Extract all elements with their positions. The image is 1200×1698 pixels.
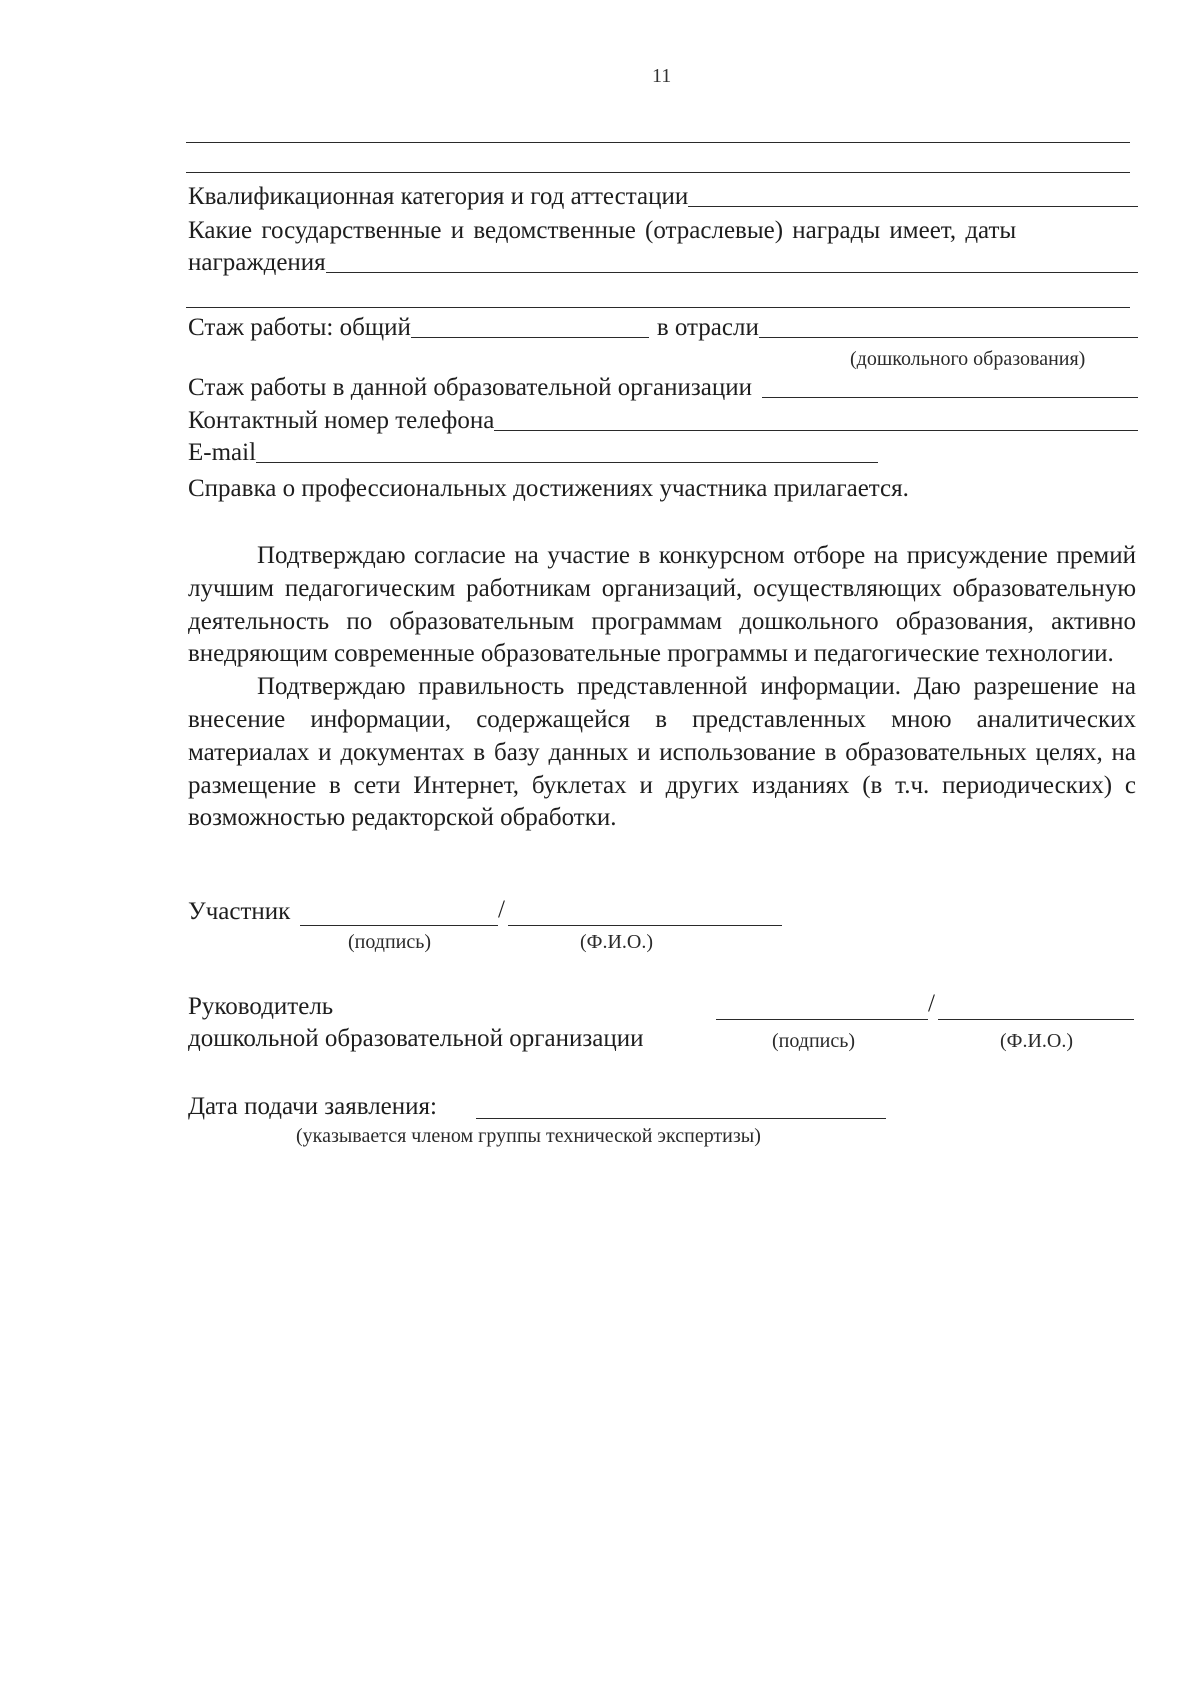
consent-text: [188, 540, 1136, 835]
head-signature-caption: (подпись): [772, 1030, 856, 1052]
email-label: E-mail: [188, 439, 257, 466]
experience-row: [188, 313, 1138, 343]
consent-paragraph-1: Подтверждаю согласие на участие в конкурсном отборе на присуждение премий лучшим педагогическим работникам организаций, осуществляющих образовательную деятельность по образовательным программам дошкольного образования, активно внедряющим современные образовательные программы и педагогические технологии.: [188, 542, 1136, 668]
experience-industry-note: (дошкольного образования): [850, 348, 1086, 370]
phone-field[interactable]: [494, 430, 1138, 431]
awards-field[interactable]: [326, 272, 1138, 273]
email-field[interactable]: [256, 462, 878, 463]
experience-org-row: [188, 373, 1138, 403]
experience-total-label: Стаж работы: общий: [188, 314, 411, 341]
experience-industry-label: в отрасли: [656, 314, 759, 341]
blank-line-2[interactable]: [186, 172, 1130, 173]
phone-row: [188, 406, 1138, 436]
submission-date-label: Дата подачи заявления:: [188, 1093, 437, 1120]
awards-field-2[interactable]: [186, 307, 1130, 308]
email-row: [188, 438, 878, 468]
blank-line-1[interactable]: [186, 142, 1130, 143]
participant-fio-caption: (Ф.И.О.): [580, 931, 654, 953]
participant-signature-caption: (подпись): [348, 931, 432, 953]
submission-date-field[interactable]: [476, 1118, 886, 1119]
awards-label: Какие государственные и ведомственные (отраслевые) награды имеет, даты: [188, 217, 1017, 244]
qualification-label: Квалификационная категория и год аттестации: [188, 183, 689, 210]
awards-row-1: [188, 216, 1138, 246]
head-label-line-1: Руководитель: [188, 993, 334, 1020]
head-signature-field[interactable]: [716, 1019, 928, 1020]
experience-org-field[interactable]: [762, 397, 1138, 398]
consent-paragraph-2: Подтверждаю правильность представленной информации. Даю разрешение на внесение информации, содержащейся в представленных мною аналитических материалах и документах в базу данных и использование в образовательных целях, на размещение в сети Интернет, буклетах и других изданиях (в т.ч. периодических) с возможностью редакторской обработки.: [188, 673, 1136, 832]
participant-signature-field[interactable]: [300, 925, 498, 926]
experience-total-field[interactable]: [411, 337, 649, 338]
qualification-field[interactable]: [688, 206, 1138, 207]
certificate-note: Справка о профессиональных достижениях участника прилагается.: [188, 475, 909, 502]
participant-label: Участник: [188, 898, 291, 925]
awards-label-2: награждения: [188, 249, 326, 276]
head-slash: /: [928, 990, 935, 1017]
experience-org-label: Стаж работы в данной образовательной организации: [188, 374, 753, 401]
head-label-line-2: дошкольной образовательной организации: [188, 1025, 644, 1052]
awards-row-2: [188, 248, 1138, 278]
head-fio-caption: (Ф.И.О.): [1000, 1030, 1074, 1052]
submission-date-note: (указывается членом группы технической экспертизы): [296, 1125, 761, 1147]
participant-fio-field[interactable]: [508, 925, 782, 926]
head-fio-field[interactable]: [938, 1019, 1134, 1020]
experience-industry-field[interactable]: [759, 337, 1138, 338]
participant-slash: /: [498, 896, 505, 923]
phone-label: Контактный номер телефона: [188, 407, 495, 434]
page-number: 11: [652, 65, 672, 87]
qualification-row: [188, 182, 1138, 212]
